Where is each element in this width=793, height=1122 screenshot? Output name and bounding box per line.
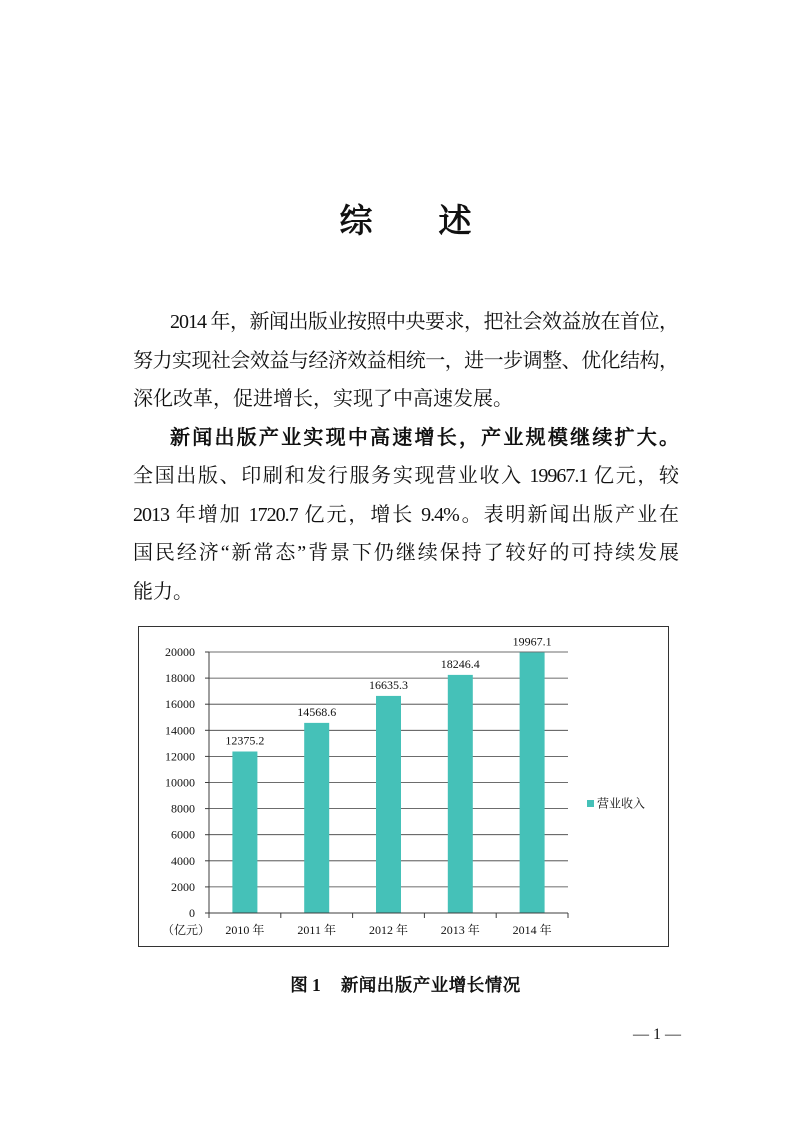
y-tick-label: 0 — [189, 906, 195, 920]
paragraph-line: 全国出版、印刷和发行服务实现营业收入 19967.1 亿元，较 — [133, 465, 678, 487]
x-tick-label: 2010 年 — [225, 923, 265, 937]
revenue-bar-chart — [138, 626, 669, 947]
paragraph-line: 国民经济“新常态”背景下仍继续保持了较好的可持续发展 — [133, 542, 678, 564]
y-tick-label: 12000 — [165, 749, 195, 764]
data-label: 16635.3 — [369, 677, 408, 692]
x-tick-label: 2011 年 — [297, 923, 336, 937]
y-tick-label: 20000 — [165, 645, 195, 659]
x-tick-label: 2012 年 — [368, 923, 409, 937]
bar-2014 — [520, 652, 545, 913]
body-text — [133, 303, 678, 611]
chart-frame — [139, 627, 669, 947]
legend-swatch — [587, 800, 594, 807]
paragraph-line: 2014 年，新闻出版业按照中央要求，把社会效益放在首位， — [170, 311, 678, 333]
y-tick-label: 8000 — [171, 801, 195, 816]
page-number: — 1 — — [633, 1026, 681, 1043]
figure-caption — [133, 973, 678, 997]
y-tick-label: 4000 — [171, 853, 195, 868]
bar-2013 — [448, 675, 473, 913]
paragraph-2 — [133, 419, 678, 612]
paragraph-line: 能力。 — [133, 580, 193, 603]
section-title: 综 述 — [339, 204, 472, 240]
y-tick-label: 16000 — [165, 697, 195, 712]
bar-2012 — [376, 696, 401, 913]
y-tick-label: 2000 — [171, 879, 195, 894]
paragraph-lead-sentence: 新闻出版产业实现中高速增长，产业规模继续扩大。 — [170, 426, 678, 449]
figure-title: 新闻出版产业增长情况 — [340, 975, 521, 995]
y-tick-label: 6000 — [171, 827, 195, 842]
y-tick-label: 18000 — [165, 671, 195, 686]
data-label: 14568.6 — [297, 704, 337, 719]
figure-number: 图 1 — [290, 975, 321, 995]
data-label: 18246.4 — [440, 656, 480, 671]
data-label: 12375.2 — [225, 733, 265, 748]
bar-2010 — [232, 752, 257, 913]
x-tick-label: 2013 年 — [440, 923, 480, 937]
x-tick-label: 2014 年 — [512, 923, 552, 937]
paragraph-line: 2013 年增加 1720.7 亿元，增长 9.4%。表明新闻出版产业在 — [133, 503, 678, 526]
data-label: 19967.1 — [512, 634, 552, 649]
legend-label: 营业收入 — [597, 796, 646, 811]
paragraph-line: 深化改革，促进增长，实现了中高速发展。 — [133, 388, 513, 410]
y-tick-label: 14000 — [165, 723, 195, 738]
y-unit-label: （亿元） — [161, 923, 211, 937]
paragraph-line: 努力实现社会效益与经济效益相统一，进一步调整、优化结构， — [133, 349, 678, 372]
paragraph-1 — [133, 303, 678, 419]
bar-2011 — [304, 723, 329, 913]
y-tick-label: 10000 — [165, 775, 195, 790]
